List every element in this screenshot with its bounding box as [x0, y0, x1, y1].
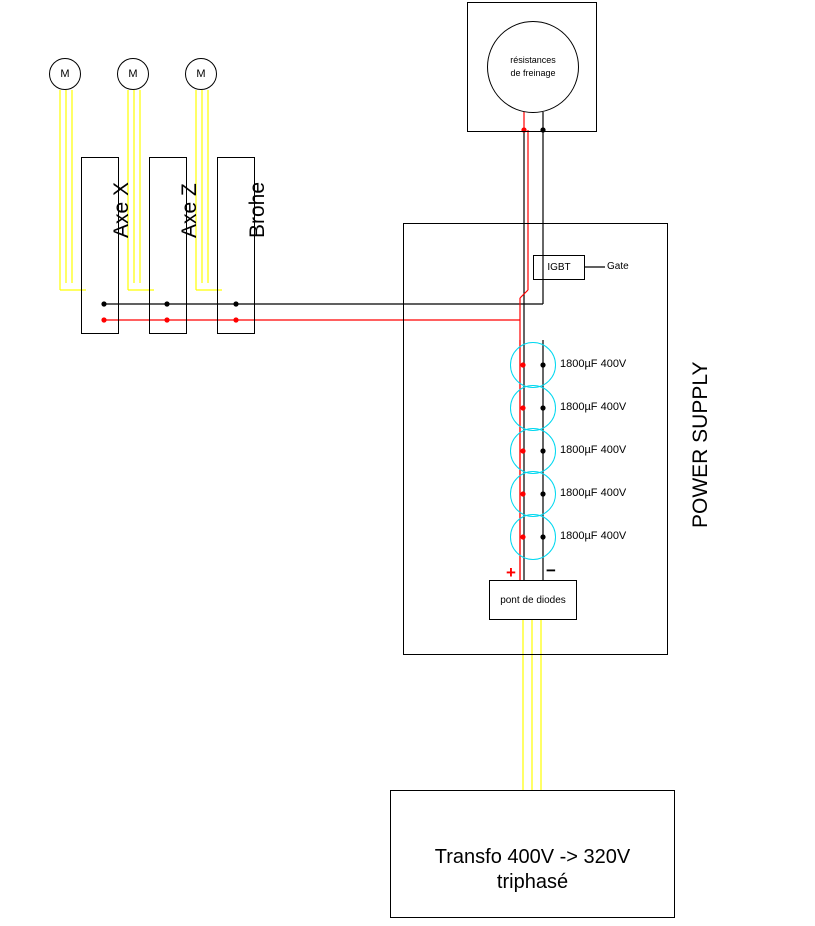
brake-resistor-label-line1: résistances: [510, 55, 556, 65]
transformer-label-line2: triphasé: [496, 871, 569, 893]
igbt-gate-label: Gate: [607, 261, 629, 272]
motor-broche: [185, 58, 217, 90]
capacitor-1-label: 1800µF 400V: [560, 358, 627, 370]
polarity-plus: +: [506, 563, 516, 582]
capacitor-3-label: 1800µF 400V: [560, 444, 627, 456]
capacitor-2-label: 1800µF 400V: [560, 401, 627, 413]
igbt-block: [533, 255, 585, 280]
igbt-label: IGBT: [547, 262, 571, 273]
capacitor-3: [510, 428, 556, 474]
capacitor-4-label: 1800µF 400V: [560, 487, 627, 499]
diode-bridge: [489, 580, 577, 620]
power-supply-title: POWER SUPPLY: [689, 361, 712, 528]
brake-resistor: [487, 21, 579, 113]
drive-broche-label: Brohe: [246, 181, 269, 238]
motor-broche-label: M: [196, 68, 206, 80]
capacitor-5: [510, 514, 556, 560]
drive-axe-x-label: Axe X: [110, 181, 133, 238]
drive-axe-z-label: Axe Z: [178, 183, 201, 238]
brake-resistor-label-line2: de freinage: [510, 68, 556, 78]
polarity-minus: −: [546, 561, 556, 580]
motor-x: [49, 58, 81, 90]
transformer-label-line1: Transfo 400V -> 320V: [434, 846, 631, 868]
capacitor-4: [510, 471, 556, 517]
motor-z: [117, 58, 149, 90]
motor-z-label: M: [128, 68, 138, 80]
capacitor-1: [510, 342, 556, 388]
capacitor-2: [510, 385, 556, 431]
transformer-label: [390, 845, 675, 895]
diode-bridge-label: pont de diodes: [500, 594, 566, 606]
motor-x-label: M: [60, 68, 70, 80]
capacitor-5-label: 1800µF 400V: [560, 530, 627, 542]
